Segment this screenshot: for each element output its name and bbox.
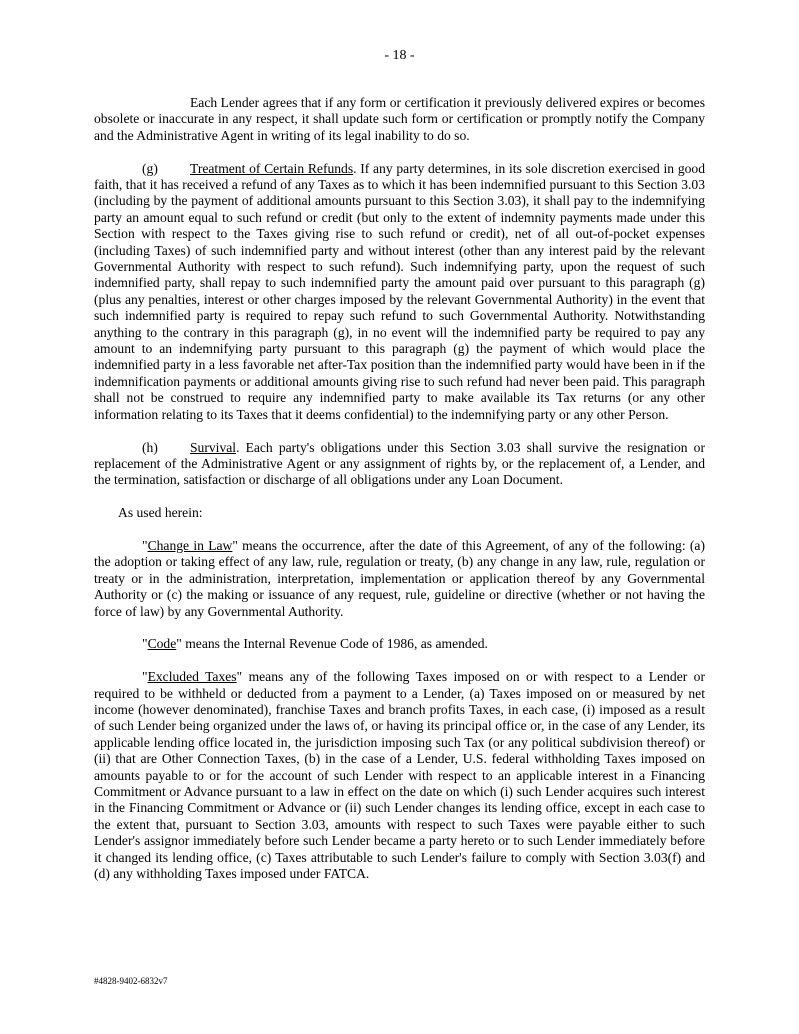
definition-open-quote: " <box>142 537 148 553</box>
paragraph-h <box>94 440 705 489</box>
page-number: - 18 - <box>384 48 415 63</box>
paragraph-g-heading: Treatment of Certain Refunds <box>190 160 354 176</box>
definition-text: " means the Internal Revenue Code of 1986, as amended. <box>176 636 488 652</box>
paragraph-h-heading: Survival <box>190 439 237 455</box>
as-used-herein: As used herein: <box>118 505 203 521</box>
paragraph-g <box>94 161 705 424</box>
document-id-footer: #4828-9402-6832v7 <box>94 976 168 986</box>
definition-excluded-taxes <box>94 669 705 882</box>
definition-open-quote: " <box>142 636 148 652</box>
lender-update-paragraph: Each Lender agrees that if any form or certification it previously delivered expires or becomes obsolete or inaccurate in any respect, it shall update such form or certification or promptly notify the Company and the Administrative Agent in writing of its legal inability to do so. <box>94 95 705 143</box>
definition-term: Excluded Taxes <box>147 669 237 685</box>
paragraph-g-label: (g) <box>142 160 158 176</box>
definition-change-in-law <box>94 538 705 620</box>
definition-code <box>94 636 705 652</box>
definition-text: " means the occurrence, after the date of this Agreement, of any of the following: (a) the adoption or taking effect of any law, rule, regulation or treaty, (b) any change in any law, rule, regulation or treaty or in the administration, interpretation, implementation or application thereof by any Governmental Authority or (c) the making or issuance of any request, rule, guideline or directive (whether or not having the force of law) by any Governmental Authority. <box>94 537 705 619</box>
paragraph-h-text: . Each party's obligations under this Section 3.03 shall survive the resignation or replacement of the Administrative Agent or any assignment of rights by, or the replacement of, a Lender, and the termination, satisfaction or discharge of all obligations under any Loan Document. <box>94 439 705 488</box>
definition-open-quote: " <box>142 669 148 685</box>
document-body <box>94 95 705 899</box>
definition-term: Change in Law <box>147 537 233 553</box>
definition-term: Code <box>147 636 177 652</box>
paragraph-h-label: (h) <box>142 439 158 455</box>
paragraph-g-text: . If any party determines, in its sole discretion exercised in good faith, that it has received a refund of any Taxes as to which it has been indemnified pursuant to this Section 3.03 (including by the payment of additional amounts pursuant to this Section 3.03), it shall pay to the indemnifying party an amount equal to such refund or credit (but only to the extent of indemnity payments made under this Section with respect to the Taxes giving rise to such refund or credit), net of all out-of-pocket expenses (including Taxes) of such indemnified party and without interest (other than any interest paid by the relevant Governmental Authority with respect to such refund). Such indemnifying party, upon the request of such indemnified party, shall repay to such indemnified party the amount paid over pursuant to this paragraph (g) (plus any penalties, interest or other charges imposed by the relevant Governmental Authority) in the event that such indemnified party is required to repay such refund to such Governmental Authority. Notwithstanding anything to the contrary in this paragraph (g), in no event will the indemnified party be required to pay any amount to an indemnifying party pursuant to this paragraph (g) the payment of which would place the indemnified party in a less favorable net after-Tax position than the indemnified party would have been in if the indemnification payments or additional amounts giving rise to such refund had never been paid. This paragraph shall not be construed to require any indemnified party to make available its Tax returns (or any other information relating to its Taxes that it deems confidential) to the indemnifying party or any other Person. <box>94 160 706 422</box>
definition-text: " means any of the following Taxes imposed on or with respect to a Lender or required to be withheld or deducted from a payment to a Lender, (a) Taxes imposed on or measured by net income (however denominated), franchise Taxes and branch profits Taxes, in each case, (i) imposed as a result of such Lender being organized under the laws of, or having its principal office or, in the case of any Lender, its applicable lending office located in, the jurisdiction imposing such Tax (or any political subdivision thereof) or (ii) that are Other Connection Taxes, (b) in the case of a Lender, U.S. federal withholding Taxes imposed on amounts payable to or for the account of such Lender with respect to an applicable interest in a Financing Commitment or Advance pursuant to a law in effect on the date on which (i) such Lender acquires such interest in the Financing Commitment or Advance or (ii) such Lender changes its lending office, except in each case to the extent that, pursuant to Section 3.03, amounts with respect to such Taxes were payable either to such Lender's assignor immediately before such Lender became a party hereto or to such Lender immediately before it changed its lending office, (c) Taxes attributable to such Lender's failure to comply with Section 3.03(f) and (d) any withholding Taxes imposed under FATCA. <box>94 669 706 881</box>
